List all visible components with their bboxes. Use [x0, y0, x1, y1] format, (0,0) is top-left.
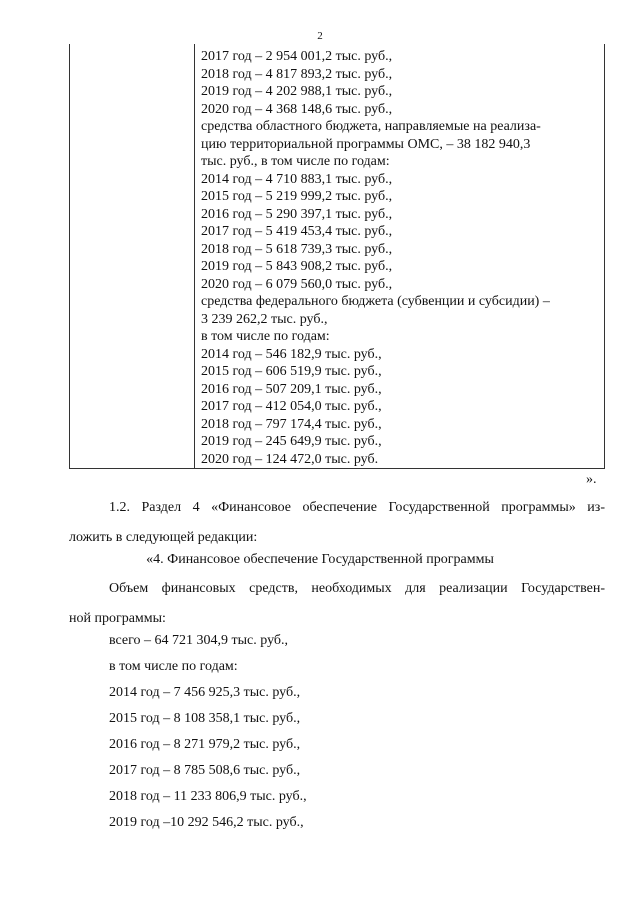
funding-total: всего – 64 721 304,9 тыс. руб., [109, 633, 289, 648]
table-line: 2019 год – 245 649,9 тыс. руб., [201, 434, 382, 449]
table-line: 2016 год – 5 290 397,1 тыс. руб., [201, 206, 393, 222]
volume-paragraph [69, 580, 605, 628]
table-line: тыс. руб., в том числе по годам: [201, 154, 390, 169]
table-line: 2017 год – 412 054,0 тыс. руб., [201, 399, 382, 414]
table-line: 2016 год – 507 209,1 тыс. руб., [201, 381, 382, 397]
list-item: 2014 год – 7 456 925,3 тыс. руб., [109, 685, 301, 700]
paragraph-line: ложить в следующей редакции: [69, 530, 258, 545]
table-line: 2015 год – 5 219 999,2 тыс. руб., [201, 189, 393, 204]
table-line: 2019 год – 5 843 908,2 тыс. руб., [201, 259, 393, 274]
table-line: цию территориальной программы ОМС, – 38 182 940,3 [201, 136, 531, 152]
table-line: 2018 год – 4 817 893,2 тыс. руб., [201, 66, 393, 82]
paragraph-line: ной программы: [69, 611, 166, 626]
table-line: 2020 год – 124 472,0 тыс. руб. [201, 451, 379, 467]
list-item: 2019 год –10 292 546,2 тыс. руб., [109, 815, 304, 830]
table-line: 2017 год – 5 419 453,4 тыс. руб., [201, 224, 393, 239]
section-heading: «4. Финансовое обеспечение Государственной программы [146, 552, 494, 567]
table-line: 3 239 262,2 тыс. руб., [201, 311, 328, 327]
list-item: 2017 год – 8 785 508,6 тыс. руб., [109, 763, 301, 778]
table-line: 2018 год – 797 174,4 тыс. руб., [201, 416, 382, 432]
list-item: 2018 год – 11 233 806,9 тыс. руб., [109, 789, 307, 804]
table-left-column [70, 44, 195, 468]
table-line: в том числе по годам: [201, 329, 330, 344]
table-line: 2014 год – 546 182,9 тыс. руб., [201, 346, 382, 362]
amendment-paragraph [69, 499, 605, 547]
table-line: 2014 год – 4 710 883,1 тыс. руб., [201, 171, 393, 187]
list-item: в том числе по годам: [109, 659, 238, 674]
table-line: 2015 год – 606 519,9 тыс. руб., [201, 364, 382, 379]
list-item: 2015 год – 8 108 358,1 тыс. руб., [109, 711, 301, 726]
table-line: 2019 год – 4 202 988,1 тыс. руб., [201, 84, 393, 99]
funding-table [69, 44, 605, 469]
table-line: 2018 год – 5 618 739,3 тыс. руб., [201, 241, 393, 257]
closing-quote: ». [586, 472, 597, 487]
table-line: средства федерального бюджета (субвенции и субсидии) – [201, 294, 550, 309]
paragraph-line: 1.2. Раздел 4 «Финансовое обеспечение Государственной программы» из- [109, 500, 605, 515]
list-item: 2016 год – 8 271 979,2 тыс. руб., [109, 737, 301, 752]
table-line: 2020 год – 6 079 560,0 тыс. руб., [201, 276, 393, 292]
table-right-column [201, 48, 601, 468]
table-line: 2020 год – 4 368 148,6 тыс. руб., [201, 101, 393, 117]
paragraph-line: Объем финансовых средств, необходимых для реализации Государствен- [109, 581, 605, 596]
page-number: 2 [317, 30, 323, 42]
table-line: средства областного бюджета, направляемые на реализа- [201, 119, 541, 134]
table-line: 2017 год – 2 954 001,2 тыс. руб., [201, 49, 393, 64]
